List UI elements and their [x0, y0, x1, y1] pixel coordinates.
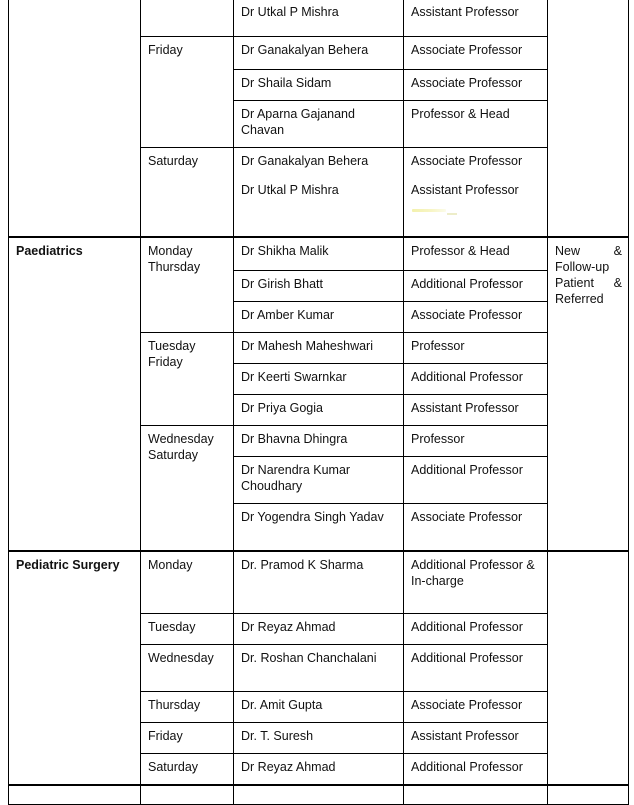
department-cell-paediatrics: Paediatrics: [9, 237, 141, 551]
day-cell-monday: Monday: [141, 551, 234, 614]
day-line: Tuesday: [148, 339, 196, 353]
doctor-cell: Dr. T. Suresh: [234, 723, 404, 754]
day-cell-monday-thursday: [141, 237, 234, 333]
doctor-cell: Dr Shikha Malik: [234, 237, 404, 271]
day-cell-wednesday-saturday: [141, 426, 234, 552]
table-row: [9, 237, 629, 271]
doctor-cell: Dr Girish Bhatt: [234, 271, 404, 302]
day-cell-saturday: Saturday: [141, 148, 234, 238]
designation-cell: Professor: [404, 426, 548, 457]
doctor-cell: Dr Priya Gogia: [234, 395, 404, 426]
designation-cell: Additional Professor: [404, 754, 548, 786]
day-cell-tuesday-friday: [141, 333, 234, 426]
designation-cell-multi: [404, 148, 548, 238]
designation-cell: Assistant Professor: [404, 395, 548, 426]
doctor-cell: Dr Narendra Kumar Choudhary: [234, 457, 404, 504]
day-cell-next: [141, 785, 234, 805]
day-cell-friday: Friday: [141, 37, 234, 148]
day-cell: [141, 0, 234, 37]
doctor-cell: Dr Yogendra Singh Yadav: [234, 504, 404, 552]
table-row: [9, 551, 629, 614]
doctor-cell: Dr. Roshan Chanchalani: [234, 645, 404, 692]
patient-type-cell-paediatrics: [548, 237, 629, 551]
doctor-cell: Dr Aparna Gajanand Chavan: [234, 101, 404, 148]
doctor-cell: Dr. Amit Gupta: [234, 692, 404, 723]
designation-cell: Associate Professor: [404, 37, 548, 70]
day-cell-tuesday: Tuesday: [141, 614, 234, 645]
patient-type-cell-pediatric-surgery: [548, 551, 629, 785]
patient-type-line: Patient &: [555, 276, 622, 290]
day-cell-saturday: Saturday: [141, 754, 234, 786]
patient-type-line: Referred: [555, 292, 604, 306]
doctor-cell: Dr Keerti Swarnkar: [234, 364, 404, 395]
designation-cell: Additional Professor & In-charge: [404, 551, 548, 614]
designation-cell: Additional Professor: [404, 271, 548, 302]
designation: Assistant Professor: [411, 183, 519, 197]
doctor-cell: Dr Bhavna Dhingra: [234, 426, 404, 457]
designation-cell: Additional Professor: [404, 645, 548, 692]
designation-cell: Associate Professor: [404, 692, 548, 723]
day-cell-thursday: Thursday: [141, 692, 234, 723]
doctor-cell: Dr Shaila Sidam: [234, 70, 404, 101]
designation-cell: Assistant Professor: [404, 0, 548, 37]
designation-cell: Additional Professor: [404, 364, 548, 395]
doctor-cell: Dr Utkal P Mishra: [234, 0, 404, 37]
doctor-cell: Dr Ganakalyan Behera: [234, 37, 404, 70]
doctor-cell-multi: [234, 148, 404, 238]
doctor-cell-next: [234, 785, 404, 805]
highlight-mark-tail: [447, 213, 457, 215]
department-cell-pediatric-surgery: Pediatric Surgery: [9, 551, 141, 785]
designation-cell: Associate Professor: [404, 504, 548, 552]
table-row: [9, 0, 629, 37]
department-cell-next: [9, 785, 141, 805]
designation-cell: Assistant Professor: [404, 723, 548, 754]
doctor-cell: Dr. Pramod K Sharma: [234, 551, 404, 614]
spacer: [411, 169, 541, 182]
doctor-cell: Dr Reyaz Ahmad: [234, 754, 404, 786]
doctor-name: Dr Ganakalyan Behera: [241, 154, 369, 168]
designation-cell-next: [404, 785, 548, 805]
designation: Associate Professor: [411, 154, 523, 168]
day-line: Saturday: [148, 448, 199, 462]
highlight-mark: [412, 209, 446, 212]
doctor-cell: Dr Amber Kumar: [234, 302, 404, 333]
day-line: Friday: [148, 355, 183, 369]
opd-schedule-table: [8, 0, 629, 805]
department-cell-continued: [9, 0, 141, 237]
designation-cell: Additional Professor: [404, 457, 548, 504]
designation-cell: Associate Professor: [404, 302, 548, 333]
day-line: Thursday: [148, 260, 201, 274]
patient-type-cell-next: [548, 785, 629, 805]
designation-cell: Associate Professor: [404, 70, 548, 101]
designation-cell: Professor: [404, 333, 548, 364]
patient-type-cell: [548, 0, 629, 237]
patient-type-line: Follow-up: [555, 260, 610, 274]
day-line: Monday: [148, 244, 193, 258]
table-row-clipped: [9, 785, 629, 805]
doctor-cell: Dr Mahesh Maheshwari: [234, 333, 404, 364]
patient-type-line: New &: [555, 244, 622, 258]
day-cell-wednesday: Wednesday: [141, 645, 234, 692]
designation-cell: Professor & Head: [404, 101, 548, 148]
designation-cell: Additional Professor: [404, 614, 548, 645]
designation-cell: Professor & Head: [404, 237, 548, 271]
doctor-cell: Dr Reyaz Ahmad: [234, 614, 404, 645]
doctor-name: Dr Utkal P Mishra: [241, 183, 339, 197]
spacer: [241, 169, 397, 182]
day-line: Wednesday: [148, 432, 214, 446]
day-cell-friday: Friday: [141, 723, 234, 754]
